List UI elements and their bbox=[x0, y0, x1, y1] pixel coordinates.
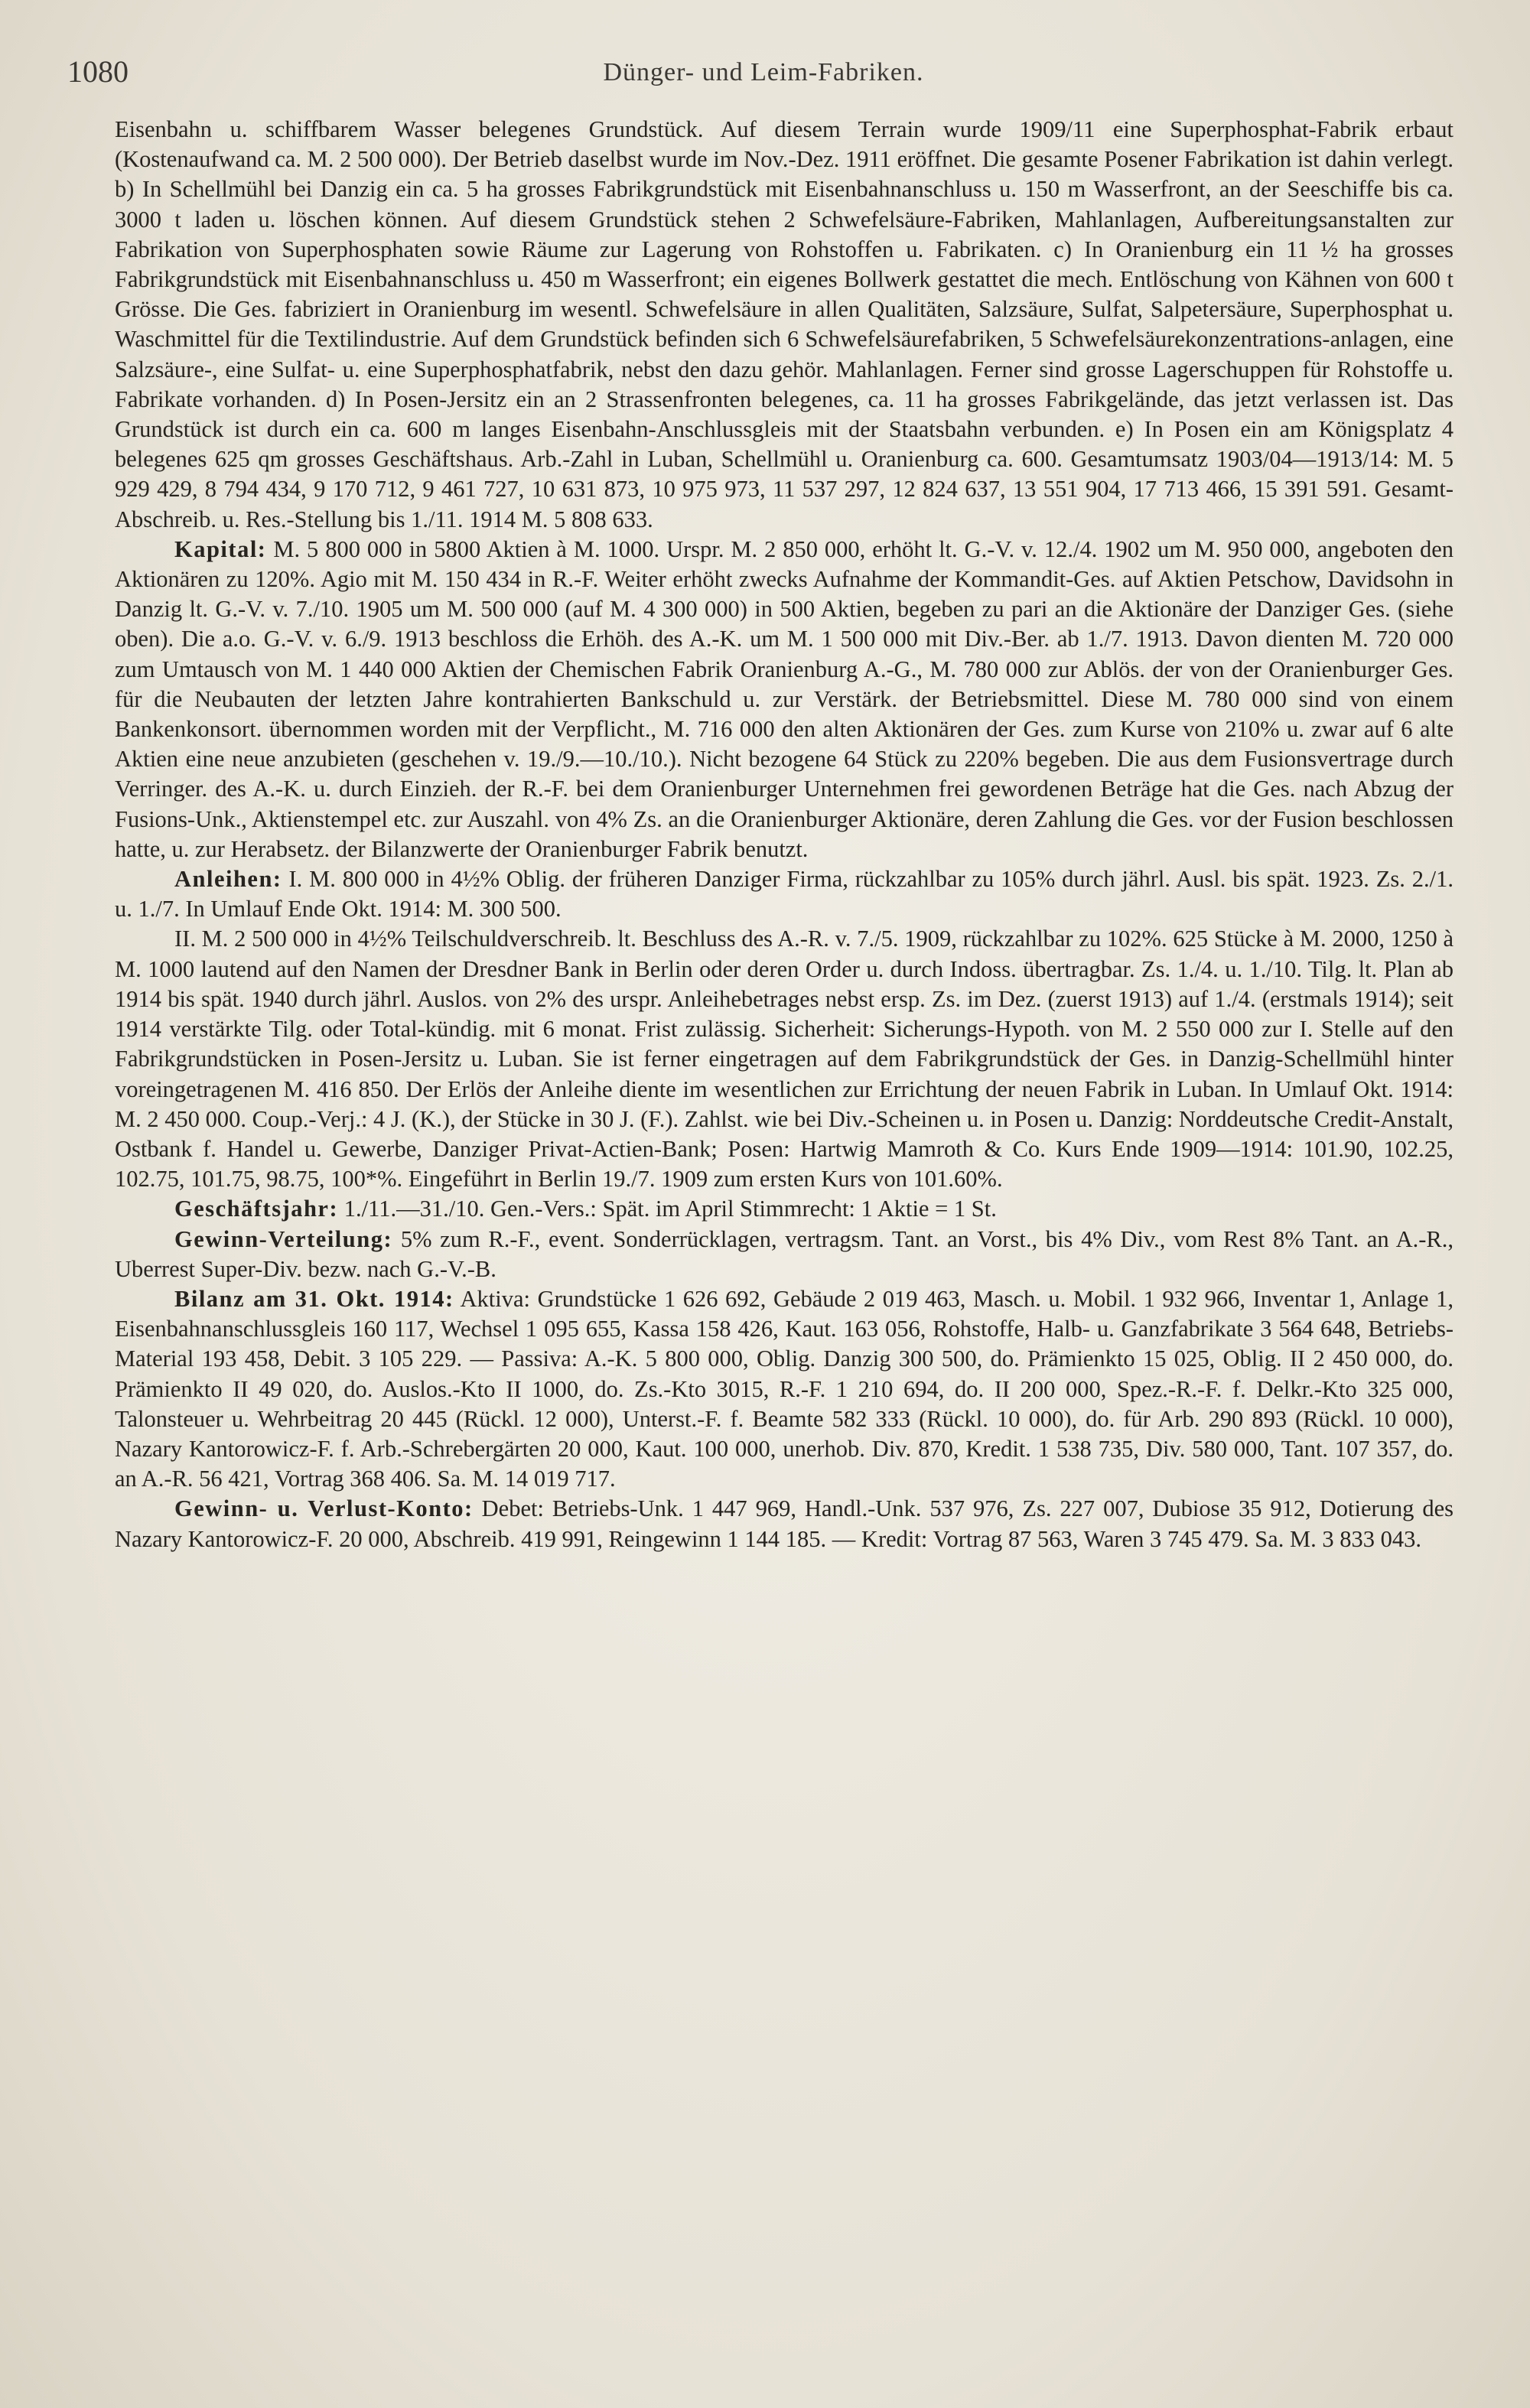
section-lead-geschaeftsjahr: Geschäftsjahr: bbox=[174, 1196, 339, 1222]
paragraph-gewinn-verteilung: Gewinn-Verteilung: 5% zum R.-F., event. Sonderrücklagen, vertragsm. Tant. an Vorst., bis 4% Div., vom Rest 8% Tant. an A.-R., Uberrest Super-Div. bezw. nach G.-V.-B. bbox=[115, 1225, 1454, 1282]
paragraph-kapital: Kapital: M. 5 800 000 in 5800 Aktien à M. 1000. Urspr. M. 2 850 000, erhöht lt. G.-V. v. 12./4. 1902 um M. 950 000, angeboten den Aktionären zu 120%. Agio mit M. 150 434 in R.-F. Weiter erhöht zwecks Aufnahme der Kommandit-Ges. auf Aktien Petschow, Davidsohn in Danzig lt. G.-V. v. 7./10. 1905 um M. 500 000 (auf M. 4 300 000) in 500 Aktien, begeben zu pari an die Aktionäre der Danziger Ges. (siehe oben). Die a.o. G.-V. v. 6./9. 1913 beschloss die Erhöh. des A.-K. um M. 1 500 000 mit Div.-Ber. ab 1./7. 1913. Davon dienten M. 720 000 zum Umtausch von M. 1 440 000 Aktien der Chemischen Fabrik Oranienburg A.-G., M. 780 000 zur Ablös. der von der Oranienburger Ges. für die Neubauten der letzten Jahre kontrahierten Bankschuld u. zur Verstärk. der Betriebsmittel. Diese M. 780 000 sind von einem Bankenkonsort. übernommen worden mit der Verpflicht., M. 716 000 den alten Aktionären der Ges. zum Kurse von 210% u. zwar auf 6 alte Aktien eine neue anzubieten (geschehen v. 19./9.—10./10.). Nicht bezogene 64 Stück zu 220% begeben. Die aus dem Fusionsvertrage durch Verringer. des A.-K. u. durch Einzieh. der R.-F. bei dem Oranienburger Unternehmen frei gewordenen Beträge hat die Ges. nach Abzug der Fusions-Unk., Aktienstempel etc. zur Auszahl. von 4% Zs. an die Oranienburger Aktionäre, deren Zahlung die Ges. vor der Fusion beschlossen hatte, u. zur Herabsetz. der Bilanzwerte der Oranienburger Fabrik benutzt. bbox=[115, 535, 1454, 862]
page-number: 1080 bbox=[67, 54, 129, 89]
paragraph-geschaeftsjahr: Geschäftsjahr: 1./11.—31./10. Gen.-Vers.: Spät. im April Stimmrecht: 1 Aktie = 1 St. bbox=[174, 1196, 997, 1222]
paragraph-bilanz: Bilanz am 31. Okt. 1914: Aktiva: Grundstücke 1 626 692, Gebäude 2 019 463, Masch. u. Mobil. 1 932 966, Inventar 1, Anlage 1, Eisenbahnanschlussgleis 160 117, Wechsel 1 095 655, Kassa 158 426, Kaut. 163 056, Rohstoffe, Halb- u. Ganzfabrikate 3 564 648, Betriebs-Material 193 458, Debit. 3 105 229. — Passiva: A.-K. 5 800 000, Oblig. Danzig 300 500, do. Prämienkto 15 025, Oblig. II 2 450 000, do. Prämienkto II 49 020, do. Auslos.-Kto II 1000, do. Zs.-Kto 3015, R.-F. 1 210 694, do. II 200 000, Spez.-R.-F. f. Delkr.-Kto 325 000, Talonsteuer u. Wehrbeitrag 20 445 (Rückl. 12 000), Unterst.-F. f. Beamte 582 333 (Rückl. 10 000), do. für Arb. 290 893 (Rückl. 10 000), Nazary Kantorowicz-F. f. Arb.-Schrebergärten 20 000, Kaut. 100 000, unerhob. Div. 870, Kredit. 1 538 735, Div. 580 000, Tant. 107 357, do. an A.-R. 56 421, Vortrag 368 406. Sa. M. 14 019 717. bbox=[115, 1285, 1454, 1492]
section-lead-gewinn-verteilung: Gewinn-Verteilung: bbox=[174, 1225, 393, 1252]
body-text bbox=[115, 115, 1454, 1554]
paragraph-property-description: Eisenbahn u. schiffbarem Wasser belegenes Grundstück. Auf diesem Terrain wurde 1909/11 eine Superphosphat-Fabrik erbaut (Kostenaufwand ca. M. 2 500 000). Der Betrieb daselbst wurde im Nov.-Dez. 1911 eröffnet. Die gesamte Posener Fabrikation ist dahin verlegt. b) In Schellmühl bei Danzig ein ca. 5 ha grosses Fabrikgrundstück mit Eisenbahnanschluss u. 150 m Wasserfront, an der Seeschiffe bis ca. 3000 t laden u. löschen können. Auf diesem Grundstück stehen 2 Schwefelsäure-Fabriken, Mahlanlagen, Aufbereitungsanstalten zur Fabrikation von Superphosphaten sowie Räume zur Lagerung von Rohstoffen u. Fabrikaten. c) In Oranienburg ein 11 ½ ha grosses Fabrikgrundstück mit Eisenbahnanschluss u. 450 m Wasserfront; ein eigenes Bollwerk gestattet die mech. Entlöschung von Kähnen von 600 t Grösse. Die Ges. fabriziert in Oranienburg im wesentl. Schwefelsäure in allen Qualitäten, Salzsäure, Sulfat, Salpetersäure, Superphosphat u. Waschmittel für die Textilindustrie. Auf dem Grundstück befinden sich 6 Schwefelsäurefabriken, 5 Schwefelsäurekonzentrations-anlagen, eine Salzsäure-, eine Sulfat- u. eine Superphosphatfabrik, nebst den dazu gehör. Mahlanlagen. Ferner sind grosse Lagerschuppen für Rohstoffe u. Fabrikate vorhanden. d) In Posen-Jersitz ein an 2 Strassenfronten belegenes, ca. 11 ha grosses Fabrikgelände, das jetzt verlassen ist. Das Grundstück ist durch ein ca. 600 m langes Eisenbahn-Anschlussgleis mit der Staatsbahn verbunden. e) In Posen ein am Königsplatz 4 belegenes 625 qm grosses Geschäftshaus. Arb.-Zahl in Luban, Schellmühl u. Oranienburg ca. 600. Gesamtumsatz 1903/04—1913/14: M. 5 929 429, 8 794 434, 9 170 712, 9 461 727, 10 631 873, 10 975 973, 11 537 297, 12 824 637, 13 551 904, 17 713 466, 15 391 591. Gesamt-Abschreib. u. Res.-Stellung bis 1./11. 1914 M. 5 808 633. bbox=[115, 116, 1454, 532]
paragraph-anleihen-i: Anleihen: I. M. 800 000 in 4½% Oblig. der früheren Danziger Firma, rückzahlbar zu 105% durch jährl. Ausl. bis spät. 1923. Zs. 2./1. u. 1./7. In Umlauf Ende Okt. 1914: M. 300 500. bbox=[115, 866, 1454, 923]
section-lead-anleihen: Anleihen: bbox=[174, 866, 282, 893]
section-lead-bilanz: Bilanz am 31. Okt. 1914: bbox=[174, 1285, 454, 1312]
paragraph-anleihen-ii: II. M. 2 500 000 in 4½% Teilschuldverschreib. lt. Beschluss des A.-R. v. 7./5. 1909, rückzahlbar zu 102%. 625 Stücke à M. 2000, 1250 à M. 1000 lautend auf den Namen der Dresdner Bank in Berlin oder deren Order u. durch Indoss. übertragbar. Zs. 1./4. u. 1./10. Tilg. lt. Plan ab 1914 bis spät. 1940 durch jährl. Auslos. von 2% des urspr. Anleihebetrages nebst ersp. Zs. im Dez. (zuerst 1913) auf 1./4. (erstmals 1914); seit 1914 verstärkte Tilg. oder Total-kündig. mit 6 monat. Frist zulässig. Sicherheit: Sicherungs-Hypoth. von M. 2 550 000 zur I. Stelle auf den Fabrikgrundstücken in Posen-Jersitz u. Luban. Sie ist ferner eingetragen auf dem Fabrikgrundstück der Ges. in Danzig-Schellmühl hinter voreingetragenen M. 416 850. Der Erlös der Anleihe diente im wesentlichen zur Errichtung der neuen Fabrik in Luban. In Umlauf Okt. 1914: M. 2 450 000. Coup.-Verj.: 4 J. (K.), der Stücke in 30 J. (F.). Zahlst. wie bei Div.-Scheinen u. in Posen u. Danzig: Norddeutsche Credit-Anstalt, Ostbank f. Handel u. Gewerbe, Danziger Privat-Actien-Bank; Posen: Hartwig Mamroth & Co. Kurs Ende 1909—1914: 101.90, 102.25, 102.75, 101.75, 98.75, 100*%. Eingeführt in Berlin 19./7. 1909 zum ersten Kurs von 101.60%. bbox=[115, 926, 1454, 1193]
section-lead-kapital: Kapital: bbox=[174, 535, 267, 562]
paragraph-gewinn-verlust: Gewinn- u. Verlust-Konto: Debet: Betriebs-Unk. 1 447 969, Handl.-Unk. 537 976, Zs. 227 007, Dubiose 35 912, Dotierung des Nazary Kantorowicz-F. 20 000, Abschreib. 419 991, Reingewinn 1 144 185. — Kredit: Vortrag 87 563, Waren 3 745 479. Sa. M. 3 833 043. bbox=[115, 1495, 1454, 1552]
running-head: Dünger- und Leim-Fabriken. bbox=[603, 58, 924, 86]
section-lead-gewinn-verlust: Gewinn- u. Verlust-Konto: bbox=[174, 1495, 474, 1522]
page-header bbox=[67, 54, 1460, 99]
